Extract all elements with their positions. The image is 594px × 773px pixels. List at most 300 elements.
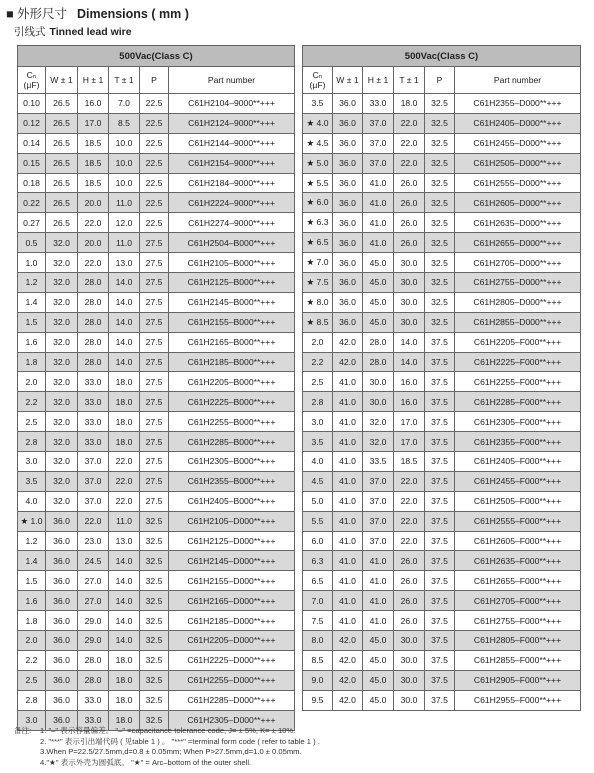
- width-cell: 41.0: [333, 491, 363, 511]
- thickness-cell: 18.0: [109, 650, 140, 670]
- note-item: 1. "–" 表示容量偏差。 "–" =capacitance tolerance code, J= ± 5%, K= ± 10%.: [40, 726, 296, 735]
- pitch-cell: 27.5: [140, 292, 169, 312]
- part-number-cell: C61H2905–F000**+++: [455, 670, 581, 690]
- subtitle-cn: 引线式: [14, 26, 46, 38]
- thickness-cell: 11.0: [109, 233, 140, 253]
- width-cell: 41.0: [333, 392, 363, 412]
- thickness-cell: 14.0: [109, 312, 140, 332]
- part-number-cell: C61H2504–B000**+++: [169, 233, 295, 253]
- height-cell: 41.0: [363, 193, 394, 213]
- width-cell: 36.0: [333, 193, 363, 213]
- height-cell: 28.0: [78, 670, 109, 690]
- capacitance-cell: 4.5: [303, 471, 333, 491]
- thickness-cell: 10.0: [109, 153, 140, 173]
- part-number-cell: C61H2805–F000**+++: [455, 631, 581, 651]
- width-cell: 41.0: [333, 412, 363, 432]
- part-number-cell: C61H2855–D000**+++: [455, 312, 581, 332]
- part-number-cell: C61H2155–D000**+++: [169, 571, 295, 591]
- table-row: [18, 511, 295, 531]
- thickness-cell: 22.0: [394, 471, 425, 491]
- part-number-cell: C61H2225–F000**+++: [455, 352, 581, 372]
- capacitance-cell: 0.10: [18, 94, 46, 114]
- width-cell: 36.0: [333, 94, 363, 114]
- thickness-cell: 14.0: [109, 631, 140, 651]
- thickness-cell: 8.5: [109, 113, 140, 133]
- capacitance-cell: ★ 8.0: [303, 292, 333, 312]
- capacitance-cell: ★ 4.5: [303, 133, 333, 153]
- capacitance-cell: 0.14: [18, 133, 46, 153]
- height-cell: 33.0: [78, 372, 109, 392]
- thickness-cell: 18.0: [109, 710, 140, 730]
- width-cell: 26.5: [46, 173, 78, 193]
- thickness-cell: 30.0: [394, 273, 425, 293]
- thickness-cell: 18.0: [109, 432, 140, 452]
- table-row: [18, 591, 295, 611]
- pitch-cell: 32.5: [425, 312, 455, 332]
- thickness-cell: 22.0: [394, 113, 425, 133]
- pitch-cell: 22.5: [140, 193, 169, 213]
- pitch-cell: 22.5: [140, 113, 169, 133]
- part-number-cell: C61H2285–D000**+++: [169, 690, 295, 710]
- capacitance-cell: 1.2: [18, 531, 46, 551]
- width-cell: 36.0: [333, 253, 363, 273]
- notes-label: 备注:: [14, 726, 32, 735]
- width-cell: 36.0: [333, 292, 363, 312]
- table-row: [303, 412, 581, 432]
- thickness-cell: 14.0: [109, 571, 140, 591]
- pitch-cell: 37.5: [425, 392, 455, 412]
- capacitance-cell: 7.0: [303, 591, 333, 611]
- thickness-cell: 22.0: [394, 133, 425, 153]
- capacitance-cell: 3.5: [303, 432, 333, 452]
- table-body: [18, 94, 295, 731]
- thickness-cell: 26.0: [394, 591, 425, 611]
- height-cell: 41.0: [363, 233, 394, 253]
- thickness-cell: 7.0: [109, 94, 140, 114]
- height-cell: 45.0: [363, 312, 394, 332]
- pitch-cell: 27.5: [140, 372, 169, 392]
- pitch-cell: 37.5: [425, 491, 455, 511]
- pitch-cell: 27.5: [140, 412, 169, 432]
- part-number-cell: C61H2555–F000**+++: [455, 511, 581, 531]
- capacitance-cell: 9.5: [303, 690, 333, 710]
- pitch-cell: 32.5: [425, 153, 455, 173]
- width-cell: 32.0: [46, 432, 78, 452]
- height-cell: 41.0: [363, 213, 394, 233]
- thickness-cell: 26.0: [394, 173, 425, 193]
- width-cell: 26.5: [46, 94, 78, 114]
- thickness-cell: 16.0: [394, 372, 425, 392]
- thickness-cell: 18.0: [109, 372, 140, 392]
- width-cell: 32.0: [46, 372, 78, 392]
- thickness-cell: 30.0: [394, 253, 425, 273]
- pitch-cell: 37.5: [425, 412, 455, 432]
- width-cell: 36.0: [46, 551, 78, 571]
- pitch-cell: 37.5: [425, 571, 455, 591]
- table-body: [303, 94, 581, 711]
- thickness-cell: 16.0: [394, 392, 425, 412]
- pitch-cell: 32.5: [140, 631, 169, 651]
- column-header-row: [303, 67, 581, 94]
- height-cell: 18.5: [78, 173, 109, 193]
- height-cell: 17.0: [78, 113, 109, 133]
- thickness-cell: 11.0: [109, 511, 140, 531]
- width-cell: 36.0: [333, 173, 363, 193]
- width-cell: 26.5: [46, 153, 78, 173]
- height-cell: 45.0: [363, 650, 394, 670]
- width-cell: 36.0: [46, 631, 78, 651]
- thickness-cell: 30.0: [394, 292, 425, 312]
- table-row: [18, 432, 295, 452]
- width-cell: 26.5: [46, 213, 78, 233]
- capacitance-cell: 2.0: [18, 631, 46, 651]
- table-row: [303, 432, 581, 452]
- height-cell: 37.0: [363, 471, 394, 491]
- part-number-cell: C61H2285–B000**+++: [169, 432, 295, 452]
- height-cell: 45.0: [363, 670, 394, 690]
- capacitance-cell: 2.2: [18, 392, 46, 412]
- table-row: [303, 372, 581, 392]
- capacitance-cell: ★ 4.0: [303, 113, 333, 133]
- table-row: [18, 193, 295, 213]
- height-cell: 28.0: [78, 352, 109, 372]
- width-cell: 32.0: [46, 312, 78, 332]
- height-cell: 28.0: [363, 352, 394, 372]
- part-number-cell: C61H2104–9000**+++: [169, 94, 295, 114]
- pitch-cell: 27.5: [140, 253, 169, 273]
- part-number-cell: C61H2635–F000**+++: [455, 551, 581, 571]
- thickness-cell: 14.0: [394, 352, 425, 372]
- width-cell: 41.0: [333, 611, 363, 631]
- height-cell: 28.0: [363, 332, 394, 352]
- table-row: [18, 690, 295, 710]
- table-row: [18, 670, 295, 690]
- part-number-cell: C61H2124–9000**+++: [169, 113, 295, 133]
- capacitance-cell: 3.0: [18, 452, 46, 472]
- part-number-cell: C61H2555–D000**+++: [455, 173, 581, 193]
- height-cell: 32.0: [363, 432, 394, 452]
- thickness-cell: 17.0: [394, 412, 425, 432]
- pitch-cell: 27.5: [140, 312, 169, 332]
- height-cell: 28.0: [78, 332, 109, 352]
- thickness-cell: 22.0: [109, 491, 140, 511]
- part-number-cell: C61H2655–F000**+++: [455, 571, 581, 591]
- thickness-cell: 14.0: [109, 352, 140, 372]
- capacitance-cell: ★ 7.5: [303, 273, 333, 293]
- width-cell: 42.0: [333, 631, 363, 651]
- thickness-cell: 11.0: [109, 193, 140, 213]
- table-row: [18, 452, 295, 472]
- height-cell: 37.0: [363, 153, 394, 173]
- pitch-cell: 37.5: [425, 432, 455, 452]
- table-row: [303, 531, 581, 551]
- width-cell: 36.0: [333, 153, 363, 173]
- width-cell: 36.0: [46, 710, 78, 730]
- width-cell: 41.0: [333, 531, 363, 551]
- notes: [14, 726, 320, 768]
- height-cell: 29.0: [78, 631, 109, 651]
- table-row: [18, 292, 295, 312]
- thickness-cell: 26.0: [394, 193, 425, 213]
- pitch-cell: 32.5: [425, 173, 455, 193]
- part-number-cell: C61H2505–F000**+++: [455, 491, 581, 511]
- capacitance-cell: 3.0: [18, 710, 46, 730]
- part-number-cell: C61H2205–D000**+++: [169, 631, 295, 651]
- thickness-cell: 22.0: [394, 511, 425, 531]
- part-number-header: Part number: [455, 67, 581, 94]
- pitch-cell: 32.5: [140, 551, 169, 571]
- table-row: [303, 312, 581, 332]
- column-header-row: [18, 67, 295, 94]
- height-cell: 45.0: [363, 690, 394, 710]
- capacitance-cell: 2.8: [303, 392, 333, 412]
- thickness-cell: 14.0: [109, 591, 140, 611]
- part-number-cell: C61H2255–F000**+++: [455, 372, 581, 392]
- part-number-cell: C61H2225–B000**+++: [169, 392, 295, 412]
- width-cell: 32.0: [46, 352, 78, 372]
- capacitance-cell: 6.5: [303, 571, 333, 591]
- pitch-cell: 22.5: [140, 173, 169, 193]
- height-cell: 37.0: [363, 113, 394, 133]
- table-row: [18, 471, 295, 491]
- table-row: [18, 273, 295, 293]
- table-row: [18, 571, 295, 591]
- table-row: [18, 233, 295, 253]
- table-row: [18, 213, 295, 233]
- thickness-cell: 14.0: [109, 292, 140, 312]
- capacitance-cell: 2.0: [303, 332, 333, 352]
- table-row: [303, 292, 581, 312]
- pitch-cell: 37.5: [425, 332, 455, 352]
- height-cell: 16.0: [78, 94, 109, 114]
- pitch-cell: 27.5: [140, 471, 169, 491]
- table-row: [303, 392, 581, 412]
- part-number-cell: C61H2274–9000**+++: [169, 213, 295, 233]
- height-cell: 33.0: [363, 94, 394, 114]
- height-cell: 22.0: [78, 213, 109, 233]
- table-row: [18, 312, 295, 332]
- table-row: [18, 631, 295, 651]
- table-row: [303, 491, 581, 511]
- part-number-cell: C61H2224–9000**+++: [169, 193, 295, 213]
- table-row: [303, 352, 581, 372]
- table-row: [18, 611, 295, 631]
- capacitance-cell: 2.5: [18, 670, 46, 690]
- height-cell: 33.0: [78, 710, 109, 730]
- width-cell: 36.0: [46, 690, 78, 710]
- table-row: [303, 471, 581, 491]
- pitch-cell: 32.5: [425, 233, 455, 253]
- capacitance-cell: 2.5: [303, 372, 333, 392]
- part-number-cell: C61H2505–D000**+++: [455, 153, 581, 173]
- width-cell: 36.0: [333, 233, 363, 253]
- part-number-cell: C61H2205–F000**+++: [455, 332, 581, 352]
- width-cell: 36.0: [333, 273, 363, 293]
- pitch-cell: 27.5: [140, 332, 169, 352]
- width-cell: 26.5: [46, 133, 78, 153]
- table-row: [18, 133, 295, 153]
- pitch-cell: 32.5: [140, 511, 169, 531]
- thickness-cell: 30.0: [394, 312, 425, 332]
- capacitance-cell: 1.4: [18, 551, 46, 571]
- height-header: H ± 1: [78, 67, 109, 94]
- part-number-cell: C61H2605–F000**+++: [455, 531, 581, 551]
- width-cell: 36.0: [333, 312, 363, 332]
- table-row: [18, 491, 295, 511]
- height-cell: 22.0: [78, 511, 109, 531]
- table-row: [303, 670, 581, 690]
- height-cell: 37.0: [363, 511, 394, 531]
- capacitance-cell: 2.2: [303, 352, 333, 372]
- thickness-cell: 18.0: [109, 412, 140, 432]
- capacitance-cell: 2.0: [18, 372, 46, 392]
- pitch-cell: 37.5: [425, 531, 455, 551]
- pitch-cell: 32.5: [140, 571, 169, 591]
- height-cell: 29.0: [78, 611, 109, 631]
- width-cell: 41.0: [333, 551, 363, 571]
- part-number-cell: C61H2705–F000**+++: [455, 591, 581, 611]
- part-number-cell: C61H2105–B000**+++: [169, 253, 295, 273]
- capacitance-cell: 1.6: [18, 591, 46, 611]
- width-cell: 36.0: [46, 650, 78, 670]
- table-row: [303, 113, 581, 133]
- pitch-cell: 22.5: [140, 133, 169, 153]
- pitch-cell: 32.5: [140, 650, 169, 670]
- height-cell: 23.0: [78, 531, 109, 551]
- pitch-cell: 32.5: [425, 213, 455, 233]
- height-cell: 20.0: [78, 193, 109, 213]
- pitch-cell: 32.5: [140, 710, 169, 730]
- thickness-cell: 12.0: [109, 213, 140, 233]
- pitch-header: P: [140, 67, 169, 94]
- thickness-cell: 22.0: [394, 491, 425, 511]
- width-cell: 41.0: [333, 511, 363, 531]
- width-cell: 36.0: [46, 591, 78, 611]
- height-cell: 45.0: [363, 273, 394, 293]
- part-number-cell: C61H2755–F000**+++: [455, 611, 581, 631]
- pitch-cell: 37.5: [425, 631, 455, 651]
- part-number-header: Part number: [169, 67, 295, 94]
- width-cell: 32.0: [46, 491, 78, 511]
- capacitance-cell: ★ 1.0: [18, 511, 46, 531]
- capacitance-cell: 0.15: [18, 153, 46, 173]
- capacitance-cell: 1.4: [18, 292, 46, 312]
- part-number-cell: C61H2405–F000**+++: [455, 452, 581, 472]
- thickness-cell: 17.0: [394, 432, 425, 452]
- pitch-cell: 37.5: [425, 511, 455, 531]
- subtitle: [14, 24, 132, 39]
- height-cell: 41.0: [363, 173, 394, 193]
- dimensions-table-right: [302, 45, 581, 711]
- capacitance-cell: 3.0: [303, 412, 333, 432]
- capacitance-cell: 2.8: [18, 432, 46, 452]
- table-row: [303, 690, 581, 710]
- table-row: [18, 94, 295, 114]
- part-number-cell: C61H2144–9000**+++: [169, 133, 295, 153]
- capacitance-cell: 0.12: [18, 113, 46, 133]
- part-number-cell: C61H2855–F000**+++: [455, 650, 581, 670]
- thickness-cell: 18.0: [394, 94, 425, 114]
- table-row: [18, 531, 295, 551]
- table-row: [18, 412, 295, 432]
- table-row: [303, 233, 581, 253]
- width-cell: 26.5: [46, 193, 78, 213]
- thickness-cell: 30.0: [394, 670, 425, 690]
- capacitance-cell: 6.3: [303, 551, 333, 571]
- width-cell: 42.0: [333, 670, 363, 690]
- thickness-cell: 13.0: [109, 531, 140, 551]
- thickness-cell: 18.0: [109, 670, 140, 690]
- width-cell: 36.0: [46, 511, 78, 531]
- part-number-cell: C61H2145–B000**+++: [169, 292, 295, 312]
- table-section-header: 500Vac(Class C): [18, 46, 295, 67]
- note-item: 4."★" 表示外壳为圆弧底。 "★" = Arc–bottom of the outer shell.: [40, 757, 252, 767]
- pitch-cell: 32.5: [425, 94, 455, 114]
- capacitance-cell: 1.5: [18, 571, 46, 591]
- part-number-cell: C61H2635–D000**+++: [455, 213, 581, 233]
- thickness-cell: 10.0: [109, 133, 140, 153]
- thickness-cell: 26.0: [394, 233, 425, 253]
- height-cell: 32.0: [363, 412, 394, 432]
- height-cell: 41.0: [363, 611, 394, 631]
- capacitance-cell: 1.5: [18, 312, 46, 332]
- table-row: [303, 631, 581, 651]
- pitch-cell: 32.5: [425, 193, 455, 213]
- table-row: [18, 392, 295, 412]
- part-number-cell: C61H2455–F000**+++: [455, 471, 581, 491]
- height-cell: 24.5: [78, 551, 109, 571]
- capacitance-cell: ★ 6.5: [303, 233, 333, 253]
- height-cell: 20.0: [78, 233, 109, 253]
- thickness-cell: 14.0: [394, 332, 425, 352]
- height-cell: 33.5: [363, 452, 394, 472]
- pitch-cell: 37.5: [425, 471, 455, 491]
- thickness-cell: 22.0: [394, 531, 425, 551]
- table-row: [303, 611, 581, 631]
- part-number-cell: C61H2405–D000**+++: [455, 113, 581, 133]
- part-number-cell: C61H2105–D000**+++: [169, 511, 295, 531]
- thickness-cell: 14.0: [109, 332, 140, 352]
- table-row: [303, 571, 581, 591]
- thickness-cell: 14.0: [109, 273, 140, 293]
- capacitance-cell: 9.0: [303, 670, 333, 690]
- height-cell: 33.0: [78, 412, 109, 432]
- capacitance-cell: ★ 8.5: [303, 312, 333, 332]
- thickness-cell: 30.0: [394, 631, 425, 651]
- part-number-cell: C61H2205–B000**+++: [169, 372, 295, 392]
- part-number-cell: C61H2165–B000**+++: [169, 332, 295, 352]
- pitch-cell: 37.5: [425, 352, 455, 372]
- height-cell: 27.0: [78, 571, 109, 591]
- table-row: [303, 94, 581, 114]
- thickness-cell: 10.0: [109, 173, 140, 193]
- width-cell: 41.0: [333, 571, 363, 591]
- table-row: [303, 153, 581, 173]
- pitch-cell: 32.5: [140, 670, 169, 690]
- height-cell: 33.0: [78, 432, 109, 452]
- part-number-cell: C61H2305–F000**+++: [455, 412, 581, 432]
- part-number-cell: C61H2125–B000**+++: [169, 273, 295, 293]
- cn-header: Cₙ (μF): [18, 67, 46, 94]
- thickness-cell: 18.5: [394, 452, 425, 472]
- capacitance-cell: 1.8: [18, 352, 46, 372]
- thickness-header: T ± 1: [109, 67, 140, 94]
- width-cell: 41.0: [333, 432, 363, 452]
- width-cell: 32.0: [46, 292, 78, 312]
- capacitance-cell: 2.8: [18, 690, 46, 710]
- height-cell: 22.0: [78, 253, 109, 273]
- part-number-cell: C61H2605–D000**+++: [455, 193, 581, 213]
